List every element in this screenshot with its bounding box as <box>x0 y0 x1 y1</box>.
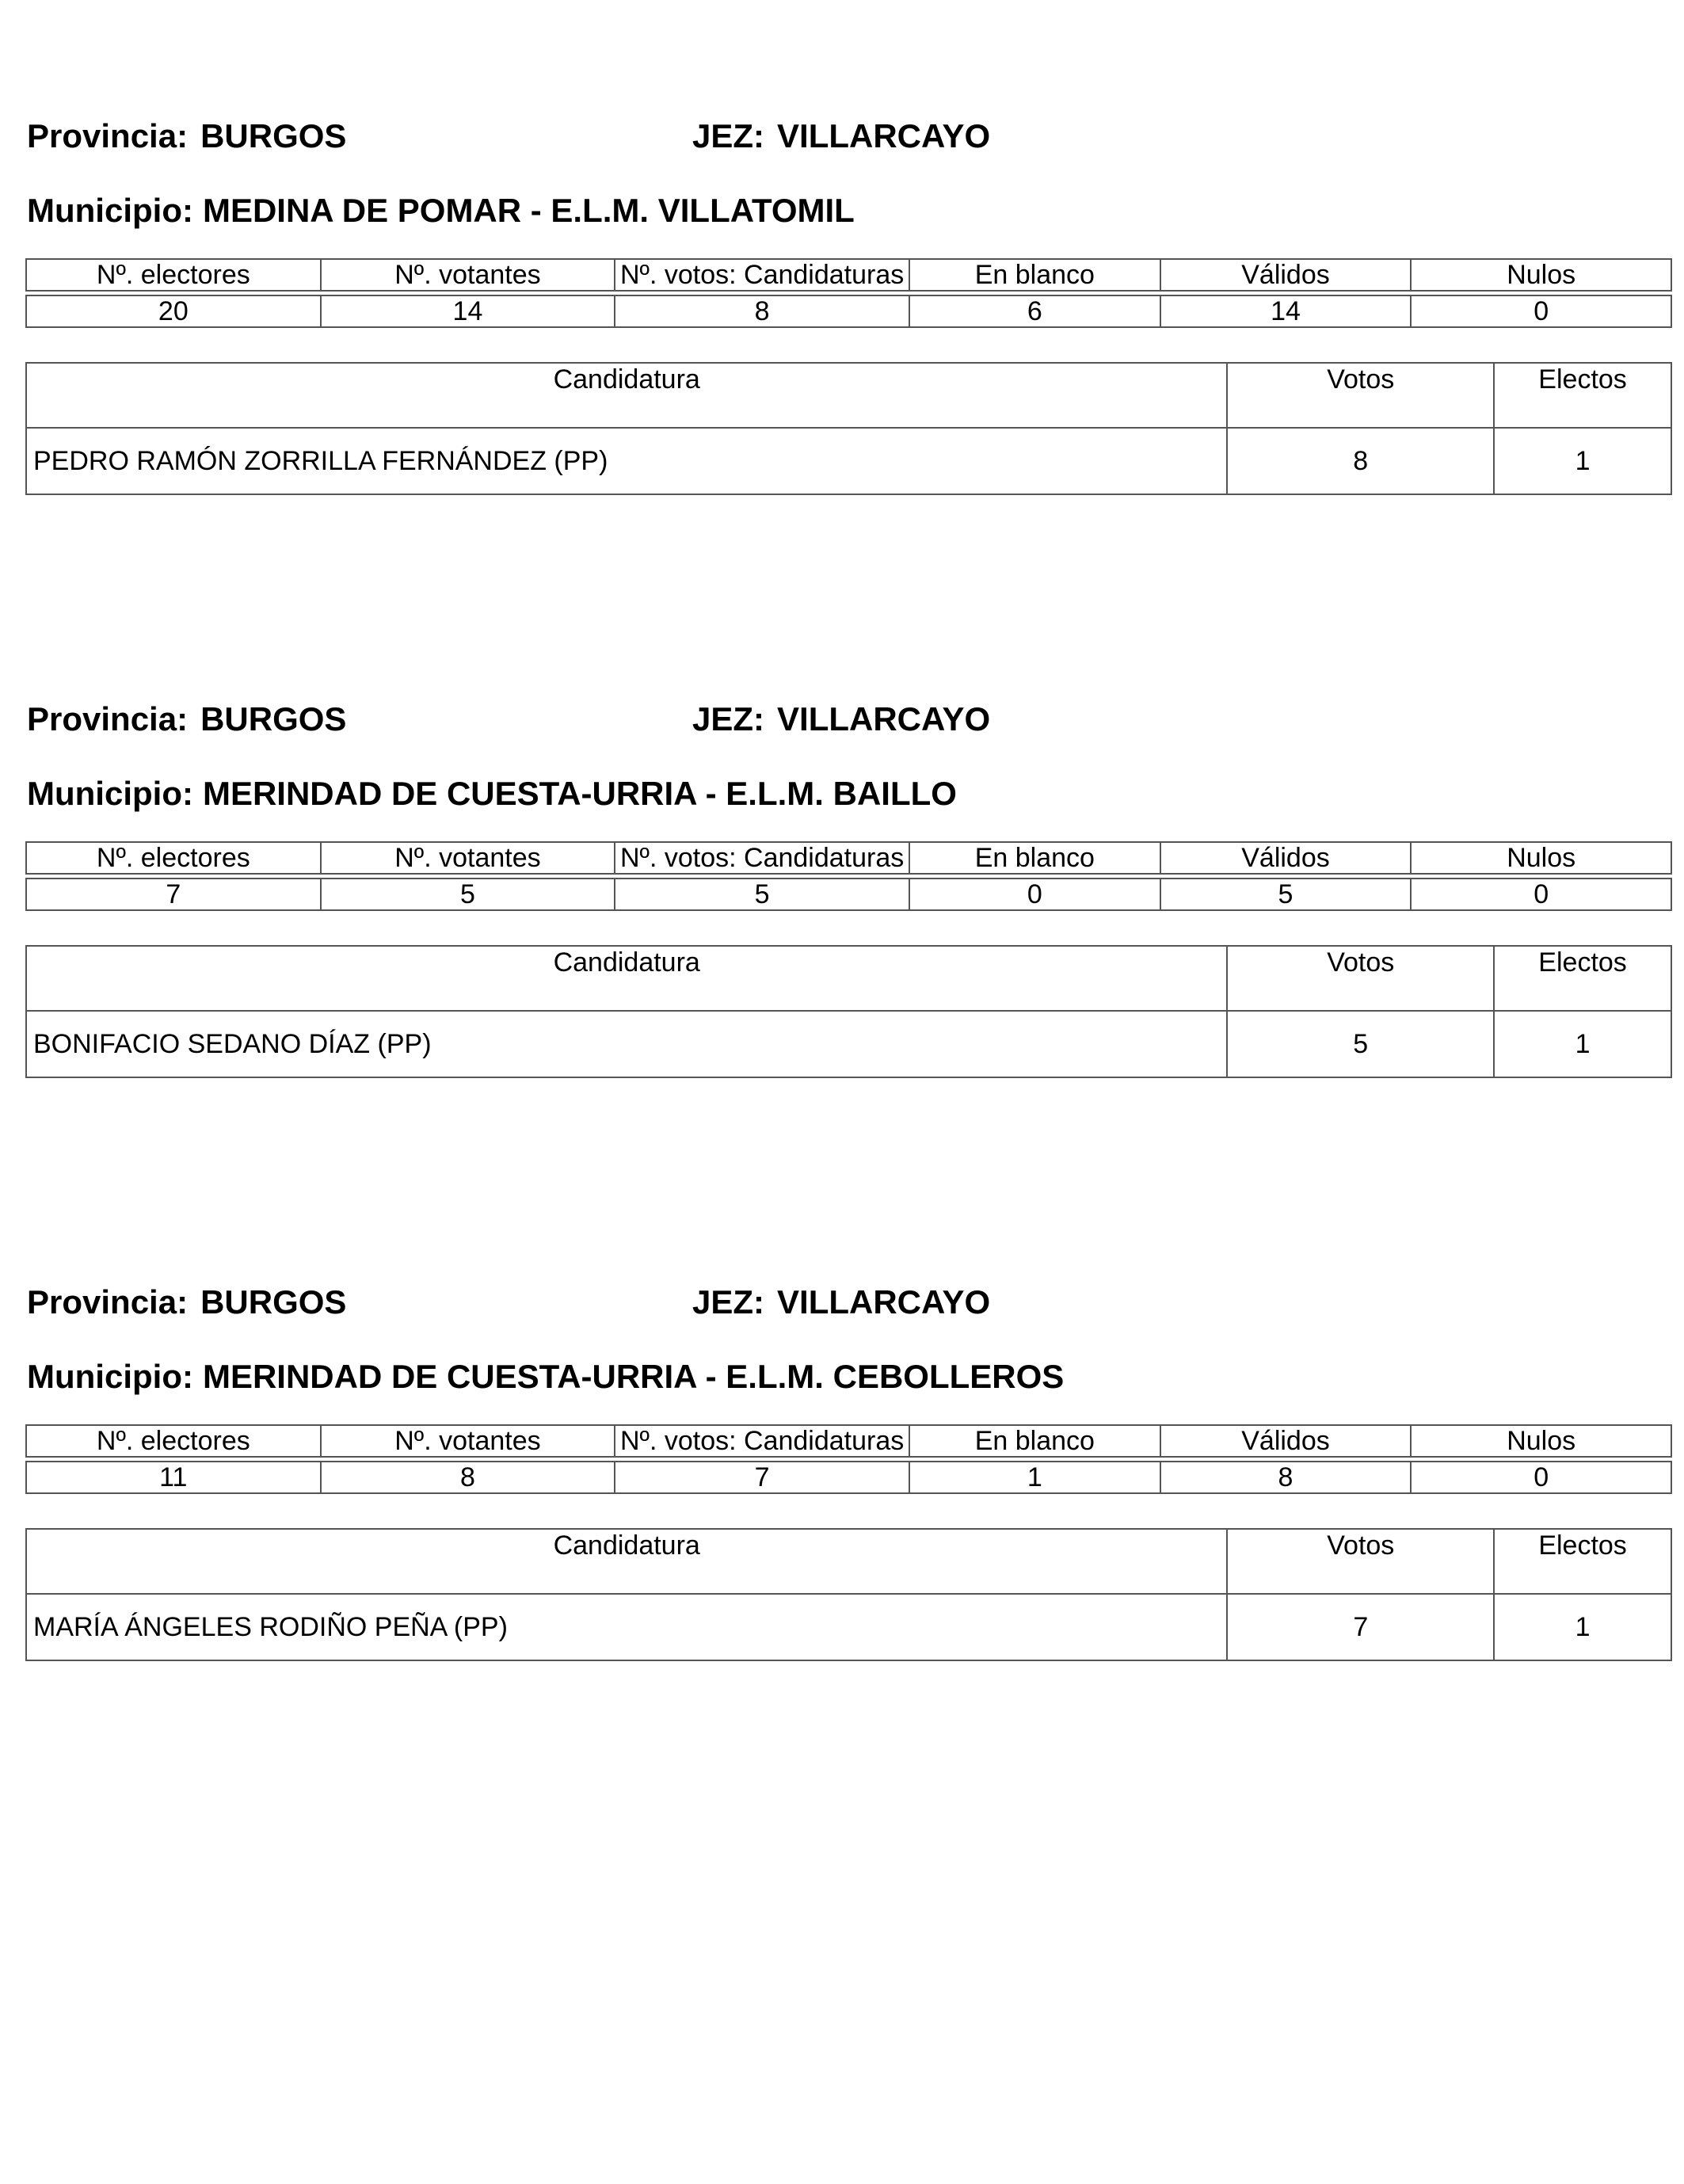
results-section-villatomil <box>25 117 1672 529</box>
value-electores: 20 <box>26 295 321 327</box>
candidates-table <box>25 945 1672 1078</box>
summary-table <box>25 258 1672 328</box>
candidate-votos: 7 <box>1227 1594 1494 1660</box>
candidates-table <box>25 1528 1672 1661</box>
municipio-heading: Municipio: MERINDAD DE CUESTA-URRIA - E.L.M. BAILLO <box>27 775 957 812</box>
table-row <box>26 1594 1671 1660</box>
header-votos-candidaturas: Nº. votos: Candidaturas <box>615 259 909 291</box>
value-votos-candidaturas: 7 <box>615 1462 909 1493</box>
header-votos: Votos <box>1227 1529 1494 1594</box>
value-en-blanco: 6 <box>909 295 1160 327</box>
header-candidatura: Candidatura <box>26 363 1227 428</box>
header-votos: Votos <box>1227 946 1494 1011</box>
summary-table <box>25 841 1672 911</box>
value-votantes: 8 <box>321 1462 615 1493</box>
jez-heading: JEZ: VILLARCAYO <box>692 117 991 154</box>
header-validos: Válidos <box>1160 1425 1412 1457</box>
candidate-electos: 1 <box>1494 1594 1671 1660</box>
header-votos-candidaturas: Nº. votos: Candidaturas <box>615 842 909 874</box>
provincia-heading: Provincia: BURGOS <box>27 117 347 154</box>
municipio-heading: Municipio: MERINDAD DE CUESTA-URRIA - E.L.M. CEBOLLEROS <box>27 1358 1065 1395</box>
value-electores: 7 <box>26 879 321 910</box>
value-validos: 14 <box>1160 295 1412 327</box>
value-electores: 11 <box>26 1462 321 1493</box>
header-votantes: Nº. votantes <box>321 1425 615 1457</box>
header-en-blanco: En blanco <box>909 842 1160 874</box>
header-votos: Votos <box>1227 363 1494 428</box>
header-votantes: Nº. votantes <box>321 842 615 874</box>
value-validos: 8 <box>1160 1462 1412 1493</box>
candidate-name: PEDRO RAMÓN ZORRILLA FERNÁNDEZ (PP) <box>26 428 1227 494</box>
header-validos: Válidos <box>1160 259 1412 291</box>
candidate-electos: 1 <box>1494 1011 1671 1077</box>
value-votantes: 14 <box>321 295 615 327</box>
value-validos: 5 <box>1160 879 1412 910</box>
candidate-electos: 1 <box>1494 428 1671 494</box>
jez-heading: JEZ: VILLARCAYO <box>692 700 991 738</box>
header-electores: Nº. electores <box>26 842 321 874</box>
jez-heading: JEZ: VILLARCAYO <box>692 1283 991 1321</box>
results-section-cebolleros <box>25 1283 1672 1695</box>
header-nulos: Nulos <box>1411 259 1671 291</box>
provincia-heading: Provincia: BURGOS <box>27 1283 347 1321</box>
value-votos-candidaturas: 8 <box>615 295 909 327</box>
header-en-blanco: En blanco <box>909 1425 1160 1457</box>
table-row <box>26 1011 1671 1077</box>
value-en-blanco: 1 <box>909 1462 1160 1493</box>
provincia-heading: Provincia: BURGOS <box>27 700 347 738</box>
header-nulos: Nulos <box>1411 842 1671 874</box>
value-nulos: 0 <box>1411 295 1671 327</box>
header-votantes: Nº. votantes <box>321 259 615 291</box>
header-electores: Nº. electores <box>26 1425 321 1457</box>
value-en-blanco: 0 <box>909 879 1160 910</box>
header-candidatura: Candidatura <box>26 1529 1227 1594</box>
candidate-name: BONIFACIO SEDANO DÍAZ (PP) <box>26 1011 1227 1077</box>
summary-table <box>25 1424 1672 1494</box>
header-electores: Nº. electores <box>26 259 321 291</box>
header-electos: Electos <box>1494 946 1671 1011</box>
header-electos: Electos <box>1494 1529 1671 1594</box>
value-nulos: 0 <box>1411 879 1671 910</box>
value-nulos: 0 <box>1411 1462 1671 1493</box>
candidate-votos: 5 <box>1227 1011 1494 1077</box>
header-nulos: Nulos <box>1411 1425 1671 1457</box>
municipio-heading: Municipio: MEDINA DE POMAR - E.L.M. VILLATOMIL <box>27 192 855 229</box>
header-en-blanco: En blanco <box>909 259 1160 291</box>
header-votos-candidaturas: Nº. votos: Candidaturas <box>615 1425 909 1457</box>
candidate-name: MARÍA ÁNGELES RODIÑO PEÑA (PP) <box>26 1594 1227 1660</box>
candidates-table <box>25 362 1672 495</box>
value-votantes: 5 <box>321 879 615 910</box>
value-votos-candidaturas: 5 <box>615 879 909 910</box>
results-section-baillo <box>25 700 1672 1112</box>
table-row <box>26 428 1671 494</box>
header-validos: Válidos <box>1160 842 1412 874</box>
header-candidatura: Candidatura <box>26 946 1227 1011</box>
candidate-votos: 8 <box>1227 428 1494 494</box>
header-electos: Electos <box>1494 363 1671 428</box>
